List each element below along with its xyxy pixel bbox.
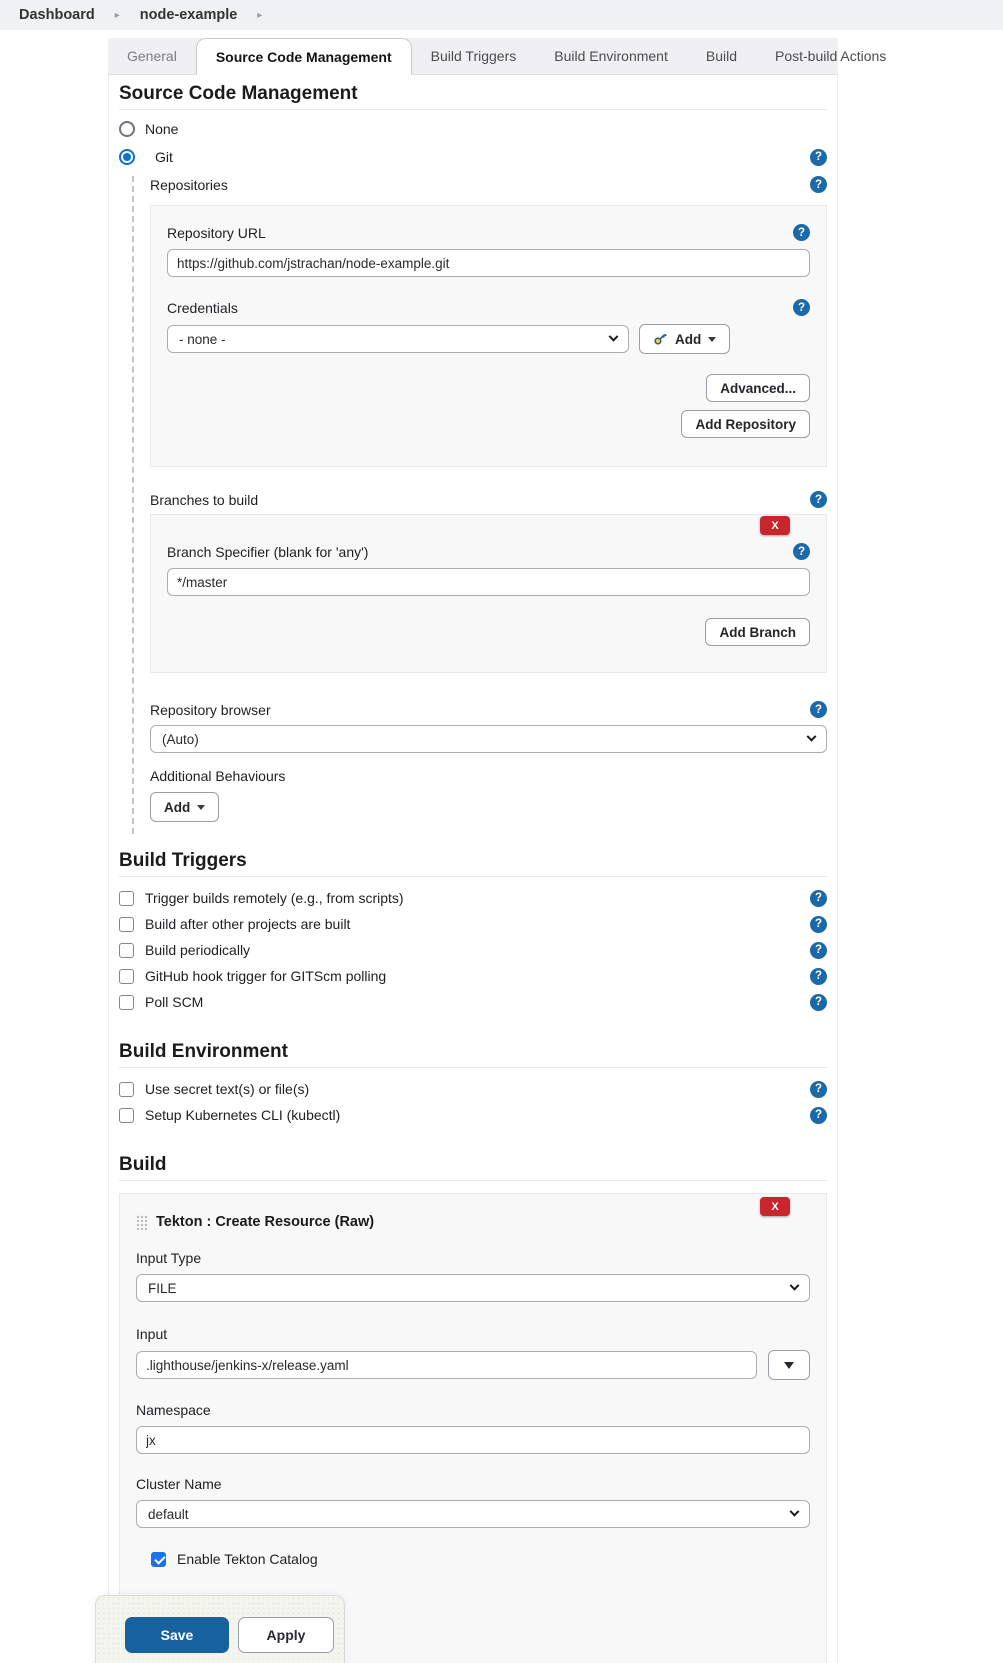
branches-to-build-row	[150, 491, 827, 508]
trigger-remote-label: Trigger builds remotely (e.g., from scripts)	[145, 890, 404, 906]
caret-down-icon	[197, 805, 205, 810]
repo-browser-row	[150, 701, 827, 718]
namespace-label: Namespace	[136, 1402, 211, 1418]
build-triggers-heading: Build Triggers	[119, 834, 827, 877]
add-behaviour-button[interactable]	[150, 792, 219, 822]
branch-panel	[150, 514, 827, 673]
credentials-row	[167, 299, 810, 316]
trigger-periodically-label: Build periodically	[145, 942, 251, 958]
tekton-step-title: Tekton : Create Resource (Raw)	[156, 1214, 375, 1230]
input-type-label: Input Type	[136, 1250, 202, 1266]
env-kubectl-label: Setup Kubernetes CLI (kubectl)	[145, 1107, 341, 1123]
env-secret-row	[119, 1080, 827, 1098]
cluster-name-select[interactable]	[136, 1500, 810, 1528]
tekton-catalog-label: Enable Tekton Catalog	[177, 1551, 318, 1567]
chevron-down-icon	[609, 331, 619, 341]
help-icon[interactable]: ?	[810, 149, 827, 166]
help-icon[interactable]: ?	[810, 942, 827, 959]
credentials-select[interactable]	[167, 325, 629, 353]
trigger-after-projects-row	[119, 915, 827, 933]
input-label: Input	[136, 1326, 168, 1342]
checkbox-unchecked-icon[interactable]	[119, 969, 134, 984]
help-icon[interactable]: ?	[810, 176, 827, 193]
input-type-selected-value: FILE	[148, 1280, 177, 1296]
chevron-right-icon[interactable]: ▸	[257, 9, 263, 21]
help-icon[interactable]: ?	[810, 994, 827, 1011]
advanced-button[interactable]: Advanced...	[706, 374, 810, 402]
env-secret-label: Use secret text(s) or file(s)	[145, 1081, 310, 1097]
help-icon[interactable]: ?	[793, 299, 810, 316]
env-kubectl-row	[119, 1106, 827, 1124]
input-type-select[interactable]	[136, 1274, 810, 1302]
input-dropdown-button[interactable]	[768, 1350, 810, 1380]
git-scm-block	[132, 176, 827, 834]
tekton-step-panel	[119, 1193, 827, 1663]
checkbox-unchecked-icon[interactable]	[119, 891, 134, 906]
scm-none-label: None	[145, 121, 179, 137]
repositories-row	[150, 176, 827, 193]
cluster-selected-value: default	[148, 1506, 189, 1522]
checkbox-unchecked-icon[interactable]	[119, 1108, 134, 1123]
input-controls	[136, 1350, 810, 1380]
checkbox-unchecked-icon[interactable]	[119, 943, 134, 958]
repo-panel-buttons	[167, 374, 810, 438]
scm-radio-none[interactable]	[119, 120, 827, 138]
checkbox-unchecked-icon[interactable]	[119, 995, 134, 1010]
input-field[interactable]	[136, 1351, 757, 1379]
help-icon[interactable]: ?	[810, 968, 827, 985]
add-credentials-label: Add	[675, 331, 702, 347]
checkbox-unchecked-icon[interactable]	[119, 1082, 134, 1097]
branches-to-build-label: Branches to build	[150, 491, 259, 508]
save-bar	[95, 1595, 345, 1663]
cluster-name-label: Cluster Name	[136, 1476, 222, 1492]
branch-specifier-input[interactable]	[167, 568, 810, 596]
radio-on-icon[interactable]	[119, 149, 135, 165]
scm-radio-git[interactable]	[119, 148, 827, 166]
tab-source-code-management[interactable]: Source Code Management	[196, 38, 412, 75]
scm-heading: Source Code Management	[119, 75, 827, 110]
radio-off-icon[interactable]	[119, 121, 135, 137]
additional-behaviours-label: Additional Behaviours	[150, 768, 286, 784]
triangle-down-icon	[784, 1362, 794, 1369]
repo-url-row	[167, 224, 810, 241]
config-form	[108, 75, 838, 1663]
tekton-catalog-row	[151, 1550, 810, 1568]
checkbox-unchecked-icon[interactable]	[119, 917, 134, 932]
add-behaviour-label: Add	[164, 799, 191, 815]
repo-url-input[interactable]	[167, 249, 810, 277]
credentials-controls	[167, 324, 810, 354]
drag-handle-icon[interactable]	[136, 1214, 147, 1230]
repositories-label: Repositories	[150, 176, 228, 193]
help-icon[interactable]: ?	[810, 916, 827, 933]
trigger-after-projects-label: Build after other projects are built	[145, 916, 351, 932]
chevron-right-icon[interactable]: ▸	[114, 9, 120, 21]
config-main	[108, 30, 887, 1663]
credentials-label: Credentials	[167, 299, 238, 316]
checkbox-checked-icon[interactable]	[151, 1552, 166, 1567]
help-icon[interactable]: ?	[810, 701, 827, 718]
trigger-poll-scm-label: Poll SCM	[145, 994, 204, 1010]
help-icon[interactable]: ?	[810, 1081, 827, 1098]
branch-specifier-label: Branch Specifier (blank for 'any')	[167, 543, 369, 560]
tab-post-build-actions[interactable]: Post-build Actions	[775, 48, 887, 64]
trigger-github-hook-row	[119, 967, 827, 985]
trigger-poll-scm-row	[119, 993, 827, 1011]
chevron-down-icon	[807, 731, 817, 741]
save-button[interactable]: Save	[125, 1617, 229, 1653]
key-icon	[653, 332, 668, 347]
caret-down-icon	[708, 337, 716, 342]
tab-general[interactable]: General	[127, 48, 177, 64]
chevron-down-icon	[790, 1280, 800, 1290]
repo-browser-select[interactable]	[150, 725, 827, 753]
build-environment-heading: Build Environment	[119, 1019, 827, 1068]
scm-git-label: Git	[155, 149, 173, 165]
help-icon[interactable]: ?	[810, 491, 827, 508]
breadcrumb	[0, 0, 1003, 30]
repo-browser-selected-value: (Auto)	[162, 731, 199, 747]
repo-browser-label: Repository browser	[150, 701, 271, 718]
breadcrumb-dashboard[interactable]: Dashboard	[19, 7, 95, 23]
repo-url-label: Repository URL	[167, 224, 266, 241]
branch-panel-buttons	[167, 618, 810, 646]
trigger-periodically-row	[119, 941, 827, 959]
add-branch-button[interactable]: Add Branch	[705, 618, 810, 646]
repository-panel	[150, 205, 827, 467]
config-tabbar	[108, 38, 887, 75]
trigger-remote-row	[119, 889, 827, 907]
tab-build[interactable]: Build	[705, 48, 737, 64]
help-icon[interactable]: ?	[793, 543, 810, 560]
chevron-down-icon	[790, 1506, 800, 1516]
apply-button[interactable]: Apply	[238, 1617, 334, 1653]
help-icon[interactable]: ?	[810, 1107, 827, 1124]
tekton-step-header	[136, 1214, 810, 1230]
namespace-input[interactable]	[136, 1426, 810, 1454]
delete-build-step-button[interactable]: X	[760, 1197, 790, 1216]
build-heading: Build	[119, 1132, 827, 1181]
delete-branch-button[interactable]: X	[760, 516, 790, 535]
help-icon[interactable]: ?	[793, 224, 810, 241]
help-icon[interactable]: ?	[810, 890, 827, 907]
add-repository-button[interactable]: Add Repository	[681, 410, 810, 438]
add-credentials-button[interactable]	[639, 324, 730, 354]
tab-build-environment[interactable]: Build Environment	[554, 48, 668, 64]
trigger-github-hook-label: GitHub hook trigger for GITScm polling	[145, 968, 387, 984]
branch-specifier-row	[167, 543, 810, 560]
tab-build-triggers[interactable]: Build Triggers	[430, 48, 517, 64]
breadcrumb-job[interactable]: node-example	[139, 7, 238, 23]
credentials-selected-value: - none -	[179, 331, 226, 347]
